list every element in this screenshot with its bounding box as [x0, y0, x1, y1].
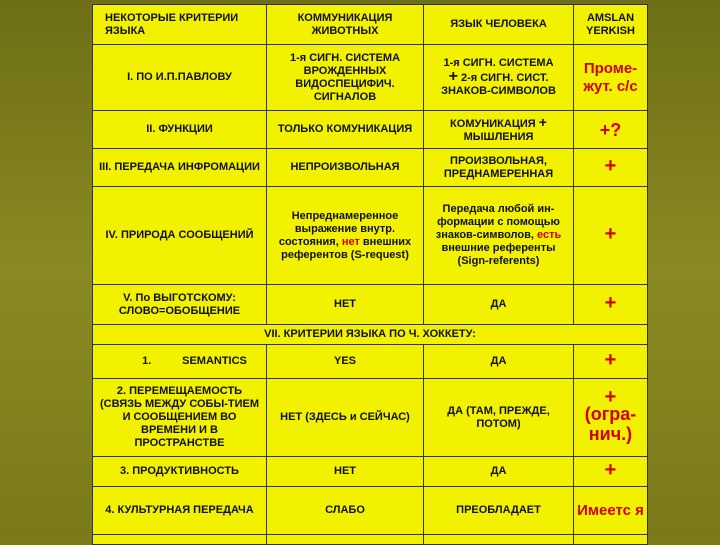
- cell-human: ДА: [424, 345, 574, 379]
- cell-amslan-text: (огра-нич.): [584, 404, 637, 444]
- plus-sign: +: [604, 386, 617, 408]
- cell-animal: НЕТ (ЗДЕСЬ и СЕЙЧАС): [267, 379, 424, 457]
- highlight-text: есть: [537, 229, 562, 241]
- cell-human: [424, 187, 574, 285]
- plus-sign: +: [604, 458, 617, 481]
- table-row: [93, 487, 648, 535]
- cell-animal: НЕПРОИЗВОЛЬНАЯ: [267, 149, 424, 187]
- cell-human-line2: [427, 70, 570, 85]
- cell-human-line1-text: КОМУНИКАЦИЯ: [450, 117, 536, 130]
- header-amslan-yerkish: AMSLAN YERKISH: [574, 5, 648, 45]
- table-row: [93, 285, 648, 325]
- cell-human-line3: ЗНАКОВ-СИМВОЛОВ: [441, 85, 556, 97]
- table-row: [93, 149, 648, 187]
- table-header-row: [93, 5, 648, 45]
- cell-human: ДА (ТАМ, ПРЕЖДЕ, ПОТОМ): [424, 379, 574, 457]
- table-row: [93, 45, 648, 111]
- criteria-table: [92, 4, 648, 545]
- cell-human: ПРОИЗВОЛЬНАЯ, ПРЕДНАМЕРЕННАЯ: [424, 149, 574, 187]
- cell-animal: [267, 187, 424, 285]
- cell-human-line2-text: 2-я СИГН. СИСТ.: [460, 72, 549, 84]
- cell-human-line1: [427, 113, 570, 131]
- plus-sign: +: [604, 291, 617, 314]
- header-animal-communication: КОММУНИКАЦИЯ ЖИВОТНЫХ: [267, 5, 424, 45]
- cell-amslan-text: Проме-жут. с/с: [583, 59, 638, 95]
- cell-text: Передача любой ин-формации с помощью знаков-символов,: [435, 203, 560, 241]
- plus-sign: +: [604, 222, 617, 245]
- plus-sign: +: [448, 68, 458, 85]
- cell-amslan: [574, 457, 648, 487]
- cell-amslan: [574, 149, 648, 187]
- row-label: V. По ВЫГОТСКОМУ: СЛОВО=ОБОБЩЕНИЕ: [93, 285, 267, 325]
- cell-human: [424, 45, 574, 111]
- cell-human: ПРЕОБЛАДАЕТ: [424, 487, 574, 535]
- cell-animal: ТОЛЬКО КОМУНИКАЦИЯ: [267, 111, 424, 149]
- header-human-language: ЯЗЫК ЧЕЛОВЕКА: [424, 5, 574, 45]
- cell-text: внешние референты (Sign-referents): [441, 242, 556, 267]
- cell-animal: НЕТ: [267, 285, 424, 325]
- section-row: [93, 325, 648, 345]
- section-title: VII. КРИТЕРИИ ЯЗЫКА ПО Ч. ХОККЕТУ:: [93, 325, 648, 345]
- cell-amslan: [574, 379, 648, 457]
- highlight-text: нет: [341, 235, 360, 248]
- plus-sign: +: [538, 113, 547, 130]
- row-label: IV. ПРИРОДА СООБЩЕНИЙ: [93, 187, 267, 285]
- cell-amslan-text: +?: [599, 119, 622, 140]
- cell-human: [424, 111, 574, 149]
- cell-text: Непреднамеренное выражение внутр. состояния,: [278, 209, 399, 248]
- cell-amslan-text: Имеетс я: [577, 501, 644, 519]
- row-label: I. ПО И.П.ПАВЛОВУ: [93, 45, 267, 111]
- row-label: 4. КУЛЬТУРНАЯ ПЕРЕДАЧА: [93, 487, 267, 535]
- table-row: [93, 457, 648, 487]
- plus-sign: +: [604, 154, 617, 177]
- row-label: III. ПЕРЕДАЧА ИНФРОМАЦИИ: [93, 149, 267, 187]
- cell-animal: СЛАБО: [267, 487, 424, 535]
- cell-human: ДА: [424, 457, 574, 487]
- cell-animal: YES: [267, 345, 424, 379]
- row-label-text: SEMANTICS: [182, 355, 247, 367]
- cell-text: внешних референтов (S-request): [281, 235, 412, 261]
- cell-amslan: [574, 187, 648, 285]
- cell-amslan: [574, 487, 648, 535]
- row-label: 2. ПЕРЕМЕЩАЕМОСТЬ (СВЯЗЬ МЕЖДУ СОБЫ-ТИЕМ И СООБЩЕНИЕМ ВО ВРЕМЕНИ И В ПРОСТРАНСТВЕ: [93, 379, 267, 457]
- cell-amslan: [574, 111, 648, 149]
- cell-amslan: [574, 45, 648, 111]
- table-row: [93, 345, 648, 379]
- row-label: 3. ПРОДУКТИВНОСТЬ: [93, 457, 267, 487]
- table-row: [93, 111, 648, 149]
- cell-human-line1: 1-я СИГН. СИСТЕМА: [443, 57, 554, 69]
- cell-animal: 1-я СИГН. СИСТЕМА ВРОЖДЕННЫХ ВИДОСПЕЦИФИЧ. СИГНАЛОВ: [267, 45, 424, 111]
- row-label: [93, 345, 267, 379]
- table-row: [93, 187, 648, 285]
- row-number: 1.: [142, 355, 152, 367]
- cell-animal: НЕТ: [267, 457, 424, 487]
- plus-sign: +: [604, 348, 617, 371]
- row-label: II. ФУНКЦИИ: [93, 111, 267, 149]
- cell-amslan: [574, 285, 648, 325]
- cell-human-line2: МЫШЛЕНИЯ: [463, 130, 534, 143]
- header-criteria: НЕКОТОРЫЕ КРИТЕРИИ ЯЗЫКА: [93, 5, 267, 45]
- cell-amslan: [574, 345, 648, 379]
- table-row: [93, 379, 648, 457]
- cell-human: ДА: [424, 285, 574, 325]
